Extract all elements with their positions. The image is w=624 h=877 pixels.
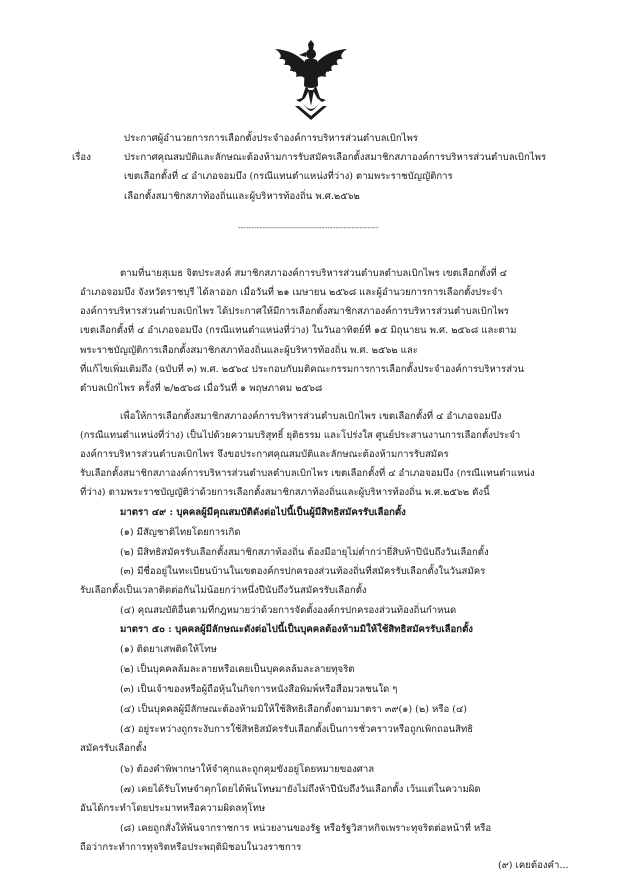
paragraph-line: ตามที่นายสุเมธ จิตประสงค์ สมาชิกสภาองค์การบริหารส่วนตำบลตำบลเบิกไพร เขตเลือกตั้งที่ ๔ (120, 268, 508, 279)
paragraph-line: อำเภอจอมบึง จังหวัดราชบุรี ได้ลาออก เมื่อวันที่ ๒๑ เมษายน ๒๕๖๘ และผู้อำนวยการการเลือกตั้งประจำ (80, 287, 503, 298)
paragraph-line: เพื่อให้การเลือกตั้งสมาชิกสภาองค์การบริหารส่วนตำบลเบิกไพร เขตเลือกตั้งที่ ๔ อำเภอจอมบึง (120, 411, 502, 422)
paragraph-line: พระราชบัญญัติการเลือกตั้งสมาชิกสภาท้องถิ่นและผู้บริหารท้องถิ่น พ.ศ. ๒๕๖๒ และ (80, 345, 418, 356)
paragraph-line: ที่ว่าง) ตามพระราชบัญญัติว่าด้วยการเลือกตั้งสมาชิกสภาท้องถิ่นและผู้บริหารท้องถิ่น พ.ศ.๒๕๖๒ ดังนี้ (80, 487, 490, 498)
section-49-item: (๑) มีสัญชาติไทยโดยการเกิด (120, 527, 241, 538)
paragraph-line: องค์การบริหารส่วนตำบลเบิกไพร จึงขอประกาศคุณสมบัติและลักษณะต้องห้ามการรับสมัคร (80, 449, 449, 460)
subject-label: เรื่อง (72, 152, 91, 163)
section-50-heading: มาตรา ๕๐ : บุคคลผู้มีลักษณะดังต่อไปนี้เป็นบุคคลต้องห้ามมิให้ใช้สิทธิสมัครรับเลือกตั้ง (120, 624, 473, 635)
section-49-item: รับเลือกตั้งเป็นเวลาติดต่อกันไม่น้อยกว่าหนึ่งปีนับถึงวันสมัครรับเลือกตั้ง (80, 585, 367, 596)
section-50-item: (๓) เป็นเจ้าของหรือผู้ถือหุ้นในกิจการหนังสือพิมพ์หรือสื่อมวลชนใด ๆ (120, 684, 398, 695)
subject-line: ประกาศคุณสมบัติและลักษณะต้องห้ามการรับสมัครเลือกตั้งสมาชิกสภาองค์การบริหารส่วนตำบลเบิกไพร (124, 152, 547, 163)
section-50-item: (๕) อยู่ระหว่างถูกระงับการใช้สิทธิสมัครรับเลือกตั้งเป็นการชั่วคราวหรือถูกเพิกถอนสิทธิ (120, 724, 474, 735)
section-50-item: (๑) ติดยาเสพติดให้โทษ (120, 644, 217, 655)
section-50-item: (๖) ต้องคำพิพากษาให้จำคุกและถูกคุมขังอยู่โดยหมายของศาล (120, 764, 375, 775)
section-50-item: อันได้กระทำโดยประมาทหรือความผิดลหุโทษ (80, 803, 266, 814)
paragraph-line: ที่แก้ไขเพิ่มเติมถึง (ฉบับที่ ๓) พ.ศ. ๒๕๖๔ ประกอบกับมติคณะกรรมการการเลือกตั้งประจำองค์การบริหารส่วน (80, 364, 525, 375)
paragraph-line: องค์การบริหารส่วนตำบลเบิกไพร ได้ประกาศให้มีการเลือกตั้งสมาชิกสภาองค์การบริหารส่วนตำบลเบิกไพร (80, 306, 509, 317)
subject-line: เขตเลือกตั้งที่ ๔ อำเภอจอมบึง (กรณีแทนตำแหน่งที่ว่าง) ตามพระราชบัญญัติการ (124, 171, 453, 182)
section-50-item: (๒) เป็นบุคคลล้มละลายหรือเคยเป็นบุคคลล้มละลายทุจริต (120, 664, 355, 675)
subject-line: เลือกตั้งสมาชิกสภาท้องถิ่นและผู้บริหารท้องถิ่น พ.ศ.๒๕๖๒ (124, 191, 360, 202)
section-50-item: (๘) เคยถูกสั่งให้พ้นจากราชการ หน่วยงานของรัฐ หรือรัฐวิสาหกิจเพราะทุจริตต่อหน้าที่ หรือ (120, 823, 492, 834)
paragraph-line: ตำบลเบิกไพร ครั้งที่ ๒/๒๕๖๘ เมื่อวันที่ ๑ พฤษภาคม ๒๕๖๘ (80, 383, 323, 394)
section-49-item: (๓) มีชื่ออยู่ในทะเบียนบ้านในเขตองค์กรปกครองส่วนท้องถิ่นที่สมัครรับเลือกตั้งในวันสมัคร (120, 566, 486, 577)
continuation-note: (๙) เคยต้องคำ... (498, 860, 569, 871)
paragraph-line: เขตเลือกตั้งที่ ๔ อำเภอจอมบึง (กรณีแทนตำแหน่งที่ว่าง) ในวันอาทิตย์ที่ ๑๕ มิถุนายน พ.ศ. ๒๕๖๘ และตาม (80, 325, 517, 336)
section-49-item: (๔) คุณสมบัติอื่นตามที่กฎหมายว่าด้วยการจัดตั้งองค์กรปกครองส่วนท้องถิ่นกำหนด (120, 605, 457, 616)
section-50-item: ถือว่ากระทำการทุจริตหรือประพฤติมิชอบในวงราชการ (80, 842, 302, 853)
section-50-item: สมัครรับเลือกตั้ง (80, 743, 147, 754)
garuda-emblem-icon (269, 40, 353, 124)
title-separator: ---------------------------------------------------- (238, 223, 379, 232)
paragraph-line: (กรณีแทนตำแหน่งที่ว่าง) เป็นไปด้วยความบริสุทธิ์ ยุติธรรม และโปร่งใส ศูนย์ประสานงานการเลือกตั้งประจำ (80, 430, 521, 441)
section-50-item: (๔) เป็นบุคคลผู้มีลักษณะต้องห้ามมิให้ใช้สิทธิเลือกตั้งตามมาตรา ๓๙(๑) (๒) หรือ (๔) (120, 704, 468, 715)
section-49-item: (๒) มีสิทธิสมัครรับเลือกตั้งสมาชิกสภาท้องถิ่น ต้องมีอายุไม่ต่ำกว่ายี่สิบห้าปีนับถึงวันเลือกตั้ง (120, 547, 489, 558)
document-title: ประกาศผู้อำนวยการการเลือกตั้งประจำองค์การบริหารส่วนตำบลเบิกไพร (124, 133, 418, 144)
section-50-item: (๗) เคยได้รับโทษจำคุกโดยได้พ้นโทษมายังไม่ถึงห้าปีนับถึงวันเลือกตั้ง เว้นแต่ในความผิด (120, 784, 481, 795)
section-49-heading: มาตรา ๔๙ : บุคคลผู้มีคุณสมบัติดังต่อไปนี้เป็นผู้มีสิทธิสมัครรับเลือกตั้ง (120, 507, 406, 518)
paragraph-line: รับเลือกตั้งสมาชิกสภาองค์การบริหารส่วนตำบลตำบลเบิกไพร เขตเลือกตั้งที่ ๔ อำเภอจอมบึง (กรณีแทนตำแหน่ง (80, 468, 535, 479)
